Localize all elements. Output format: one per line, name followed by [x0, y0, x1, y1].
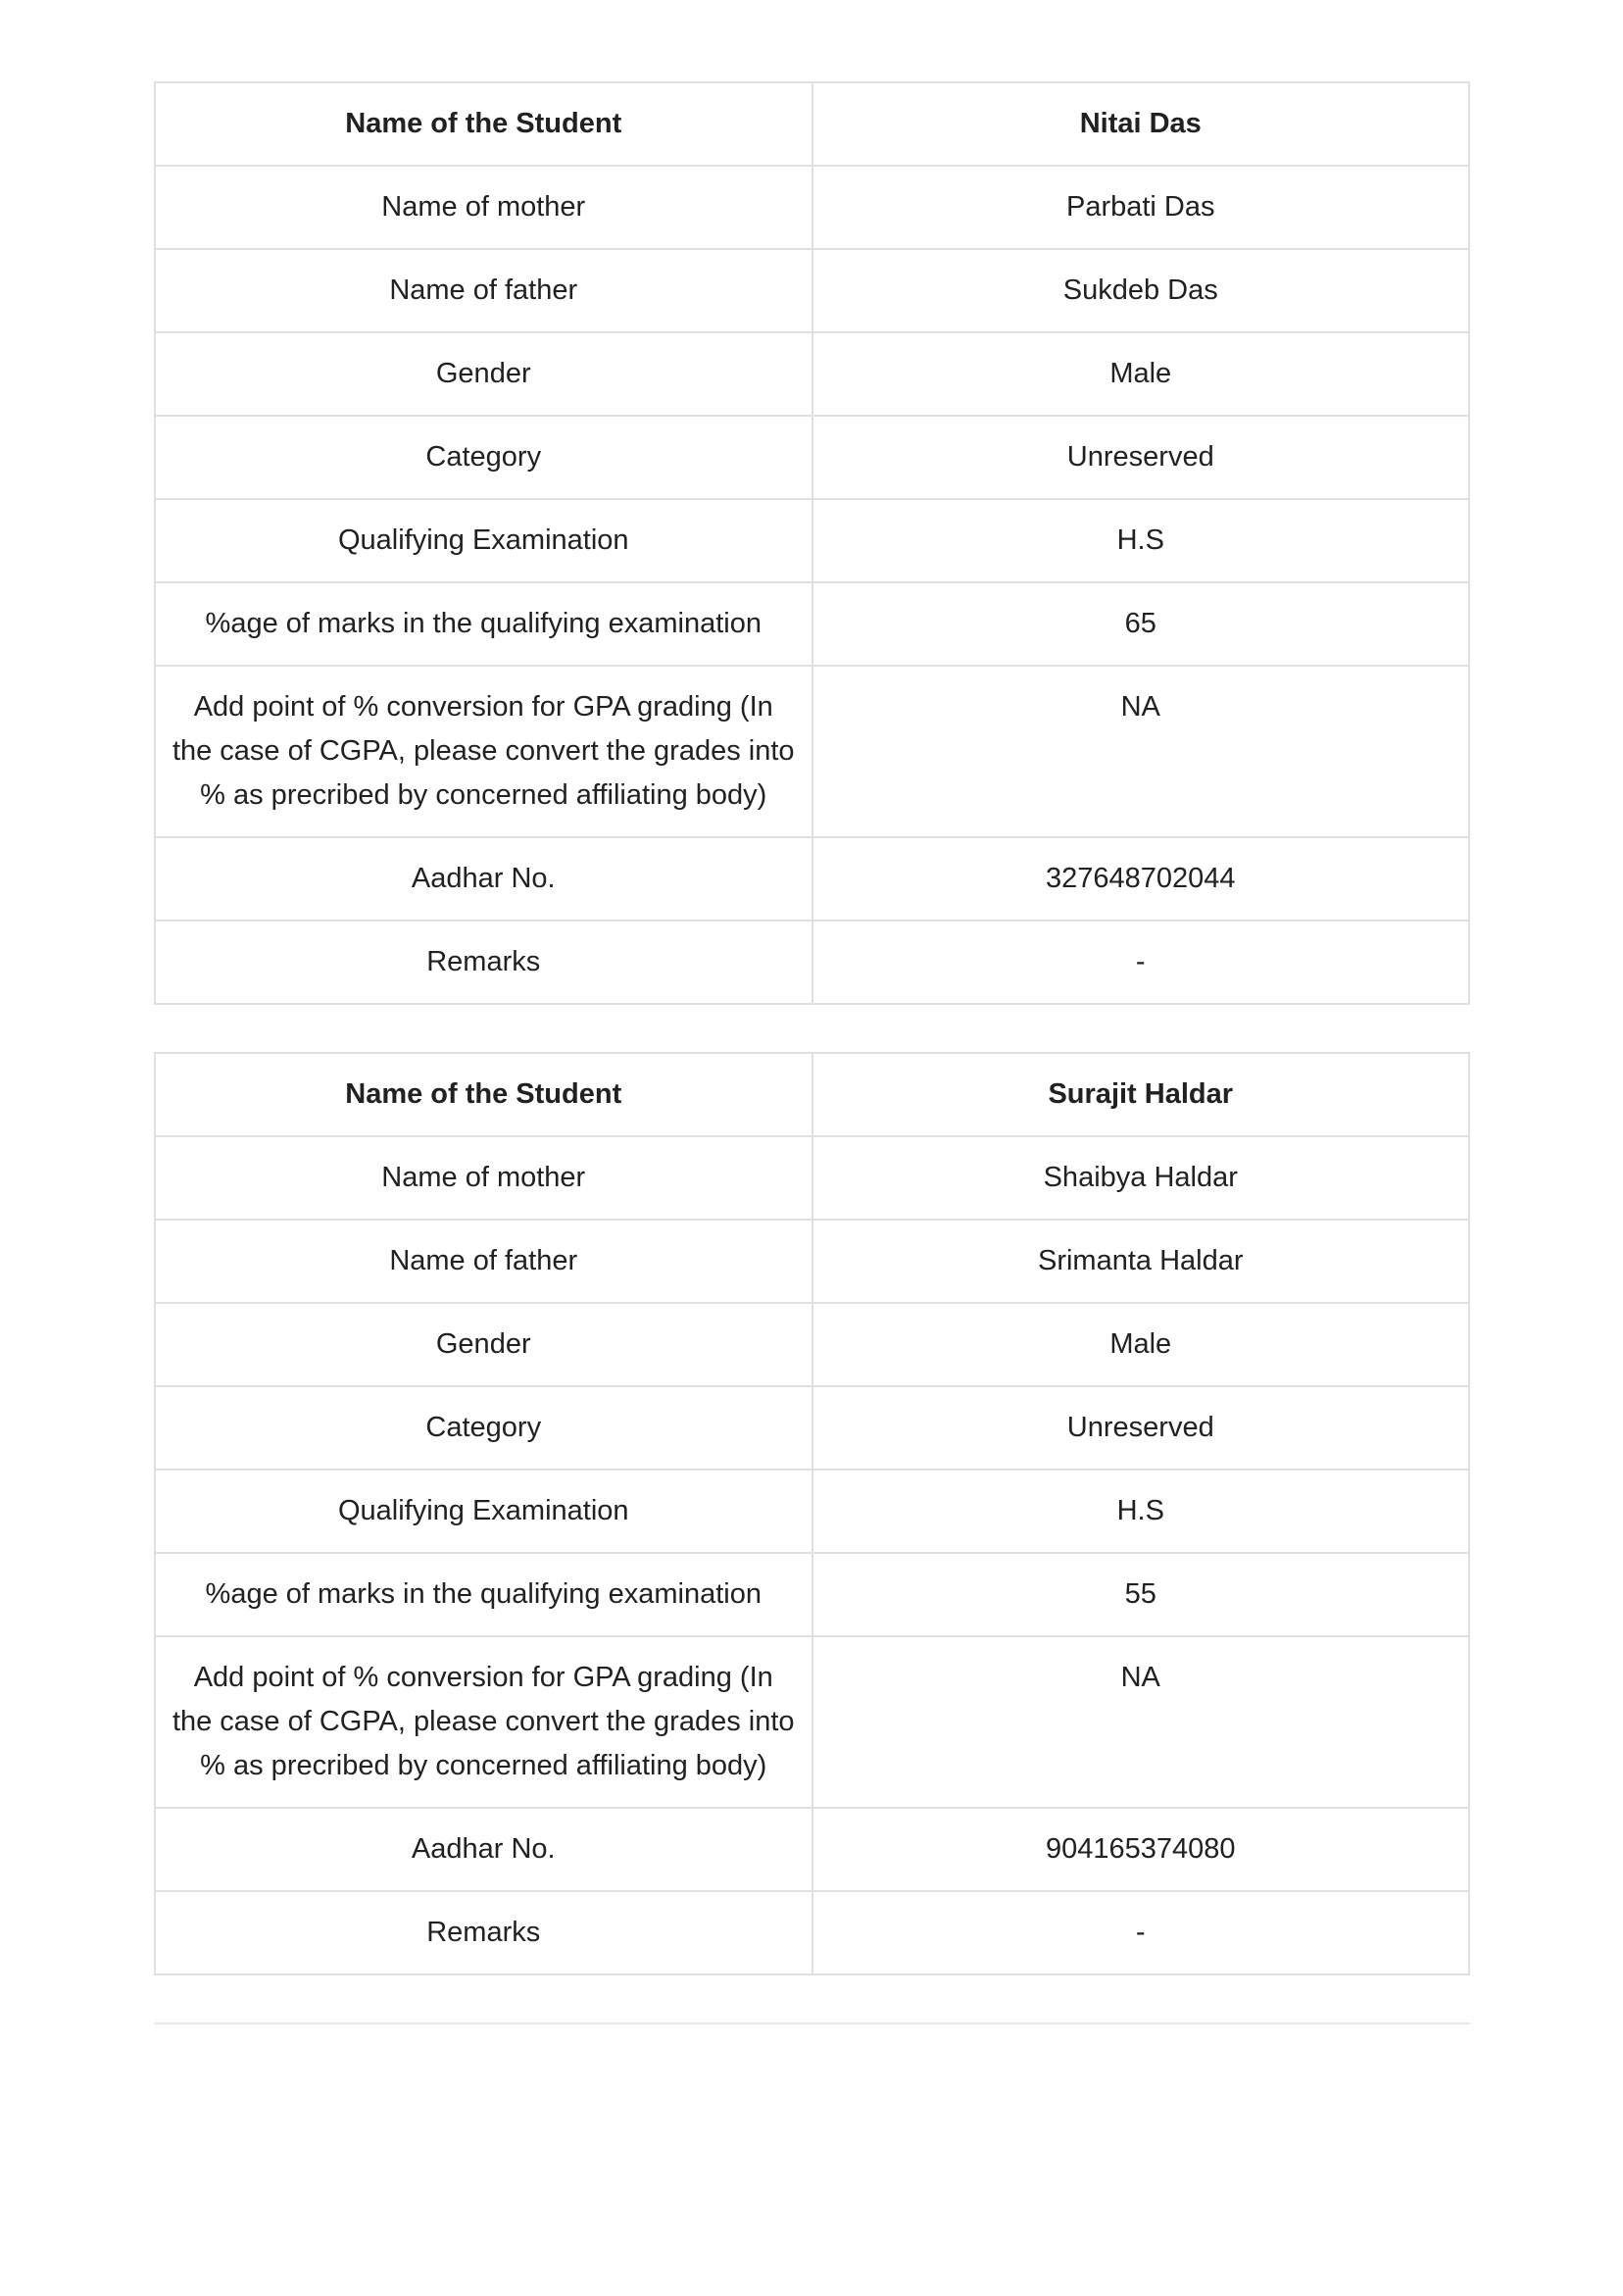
- record-row: [155, 416, 1469, 499]
- field-value: Shaibya Haldar: [812, 1136, 1470, 1220]
- field-label: Name of mother: [155, 1136, 812, 1220]
- bottom-whitespace: [154, 2024, 1470, 2270]
- record-row: [155, 1386, 1469, 1470]
- field-value: Unreserved: [812, 1386, 1470, 1470]
- record-row: [155, 1136, 1469, 1220]
- field-label: Name of the Student: [155, 82, 812, 166]
- field-value: 904165374080: [812, 1808, 1470, 1891]
- field-label: Add point of % conversion for GPA grading (In the case of CGPA, please convert the grades into % as precribed by concerned affiliating body): [155, 666, 812, 837]
- record-row: [155, 666, 1469, 837]
- field-label: Qualifying Examination: [155, 499, 812, 582]
- field-value: Surajit Haldar: [812, 1053, 1470, 1136]
- field-value: 327648702044: [812, 837, 1470, 921]
- field-value: -: [812, 1891, 1470, 1974]
- field-value: Nitai Das: [812, 82, 1470, 166]
- field-label: Add point of % conversion for GPA grading (In the case of CGPA, please convert the grades into % as precribed by concerned affiliating body): [155, 1636, 812, 1808]
- field-label: Aadhar No.: [155, 1808, 812, 1891]
- record-row: [155, 1808, 1469, 1891]
- field-value: 55: [812, 1553, 1470, 1636]
- field-value: H.S: [812, 499, 1470, 582]
- field-value: H.S: [812, 1470, 1470, 1553]
- record-row: [155, 1636, 1469, 1808]
- field-label: Name of father: [155, 1220, 812, 1303]
- field-label: %age of marks in the qualifying examination: [155, 1553, 812, 1636]
- field-label: %age of marks in the qualifying examination: [155, 582, 812, 666]
- record-row: [155, 1303, 1469, 1386]
- field-label: Qualifying Examination: [155, 1470, 812, 1553]
- field-value: 65: [812, 582, 1470, 666]
- record-row: [155, 582, 1469, 666]
- record-row: [155, 1553, 1469, 1636]
- field-label: Remarks: [155, 1891, 812, 1974]
- record-row: [155, 1470, 1469, 1553]
- field-label: Name of mother: [155, 166, 812, 249]
- field-label: Name of father: [155, 249, 812, 332]
- field-value: Srimanta Haldar: [812, 1220, 1470, 1303]
- student-records-page: [154, 0, 1470, 2270]
- record-row: [155, 837, 1469, 921]
- field-label: Category: [155, 416, 812, 499]
- record-row: [155, 332, 1469, 416]
- header-row: [155, 1053, 1469, 1136]
- field-label: Remarks: [155, 921, 812, 1004]
- student-record-table-2: [154, 1052, 1470, 1975]
- field-value: NA: [812, 666, 1470, 837]
- record-row: [155, 249, 1469, 332]
- record-row: [155, 921, 1469, 1004]
- record-row: [155, 499, 1469, 582]
- field-label: Name of the Student: [155, 1053, 812, 1136]
- header-row: [155, 82, 1469, 166]
- field-value: Male: [812, 1303, 1470, 1386]
- student-record-table-1: [154, 81, 1470, 1005]
- field-value: NA: [812, 1636, 1470, 1808]
- field-value: Male: [812, 332, 1470, 416]
- field-value: Parbati Das: [812, 166, 1470, 249]
- record-row: [155, 1891, 1469, 1974]
- field-label: Category: [155, 1386, 812, 1470]
- field-value: Unreserved: [812, 416, 1470, 499]
- record-row: [155, 1220, 1469, 1303]
- field-label: Gender: [155, 1303, 812, 1386]
- field-value: Sukdeb Das: [812, 249, 1470, 332]
- field-value: -: [812, 921, 1470, 1004]
- record-row: [155, 166, 1469, 249]
- field-label: Aadhar No.: [155, 837, 812, 921]
- field-label: Gender: [155, 332, 812, 416]
